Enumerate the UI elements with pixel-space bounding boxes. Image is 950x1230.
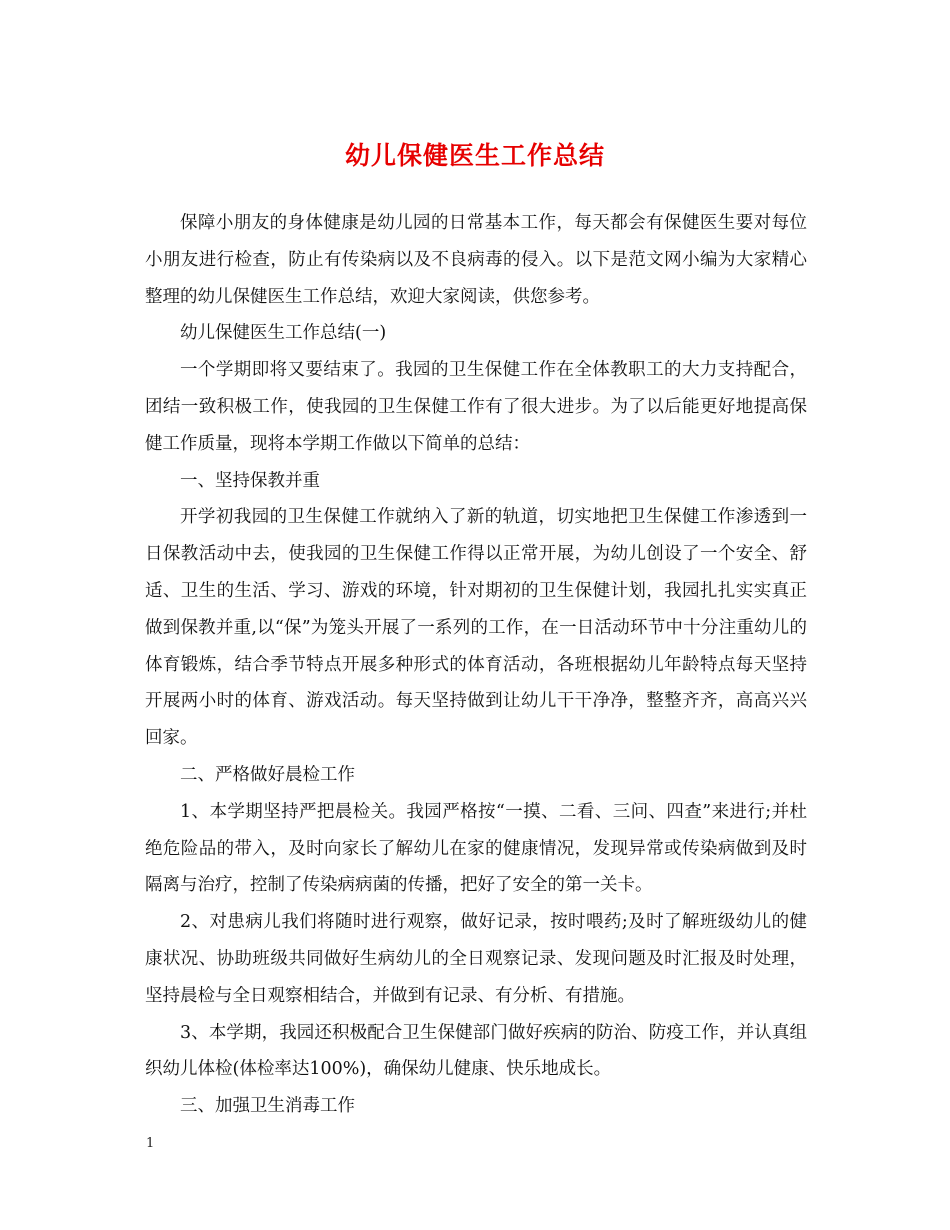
intro-paragraph: 保障小朋友的身体健康是幼儿园的日常基本工作，每天都会有保健医生要对每位小朋友进行检查，防止有传染病以及不良病毒的侵入。以下是范文网小编为大家精心整理的幼儿保健医生工作总结，欢迎大家阅读，供您参考。 [145,213,807,307]
heading-one: 一、坚持保教并重 [180,470,320,491]
paragraph-item-2: 2、对患病儿我们将随时进行观察，做好记录，按时喂药;及时了解班级幼儿的健康状况、协助班级共同做好生病幼儿的全日观察记录、发现问题及时汇报及时处理，坚持晨检与全日观察相结合，并做到有记录、有分析、有措施。 [145,912,807,1006]
paragraph-item-1: 1、本学期坚持严把晨检关。我园严格按“一摸、二看、三问、四查”来进行;并杜绝危险品的带入，及时向家长了解幼儿在家的健康情况，发现异常或传染病做到及时隔离与治疗，控制了传染病病菌的传播，把好了安全的第一关卡。 [145,801,807,896]
page-number: 1 [146,1136,155,1151]
paragraph-item-3: 3、本学期，我园还积极配合卫生保健部门做好疾病的防治、防疫工作，并认真组织幼儿体检(体检率达100%)，确保幼儿健康、快乐地成长。 [145,1022,807,1080]
paragraph-health-care: 开学初我园的卫生保健工作就纳入了新的轨道，切实地把卫生保健工作渗透到一日保教活动中去，使我园的卫生保健工作得以正常开展，为幼儿创设了一个安全、舒适、卫生的生活、学习、游戏的环境，针对期初的卫生保健计划，我园扎扎实实真正做到保教并重,以“保”为笼头开展了一系列的工作，在一日活动环节中十分注重幼儿的体育锻炼，结合季节特点开展多种形式的体育活动，各班根据幼儿年龄特点每天坚持开展两小时的体育、游戏活动。每天坚持做到让幼儿干干净净，整整齐齐，高高兴兴回家。 [145,507,807,749]
section-heading-summary-one: 幼儿保健医生工作总结(一) [180,323,387,344]
heading-two: 二、严格做好晨检工作 [180,764,355,785]
heading-three: 三、加强卫生消毒工作 [180,1096,355,1117]
paragraph-overview: 一个学期即将又要结束了。我园的卫生保健工作在全体教职工的大力支持配合，团结一致积极工作，使我园的卫生保健工作有了很大进步。为了以后能更好地提高保健工作质量，现将本学期工作做以下简单的总结： [145,360,807,454]
document-title: 幼儿保健医生工作总结 [344,141,605,170]
document-body [145,205,807,1125]
